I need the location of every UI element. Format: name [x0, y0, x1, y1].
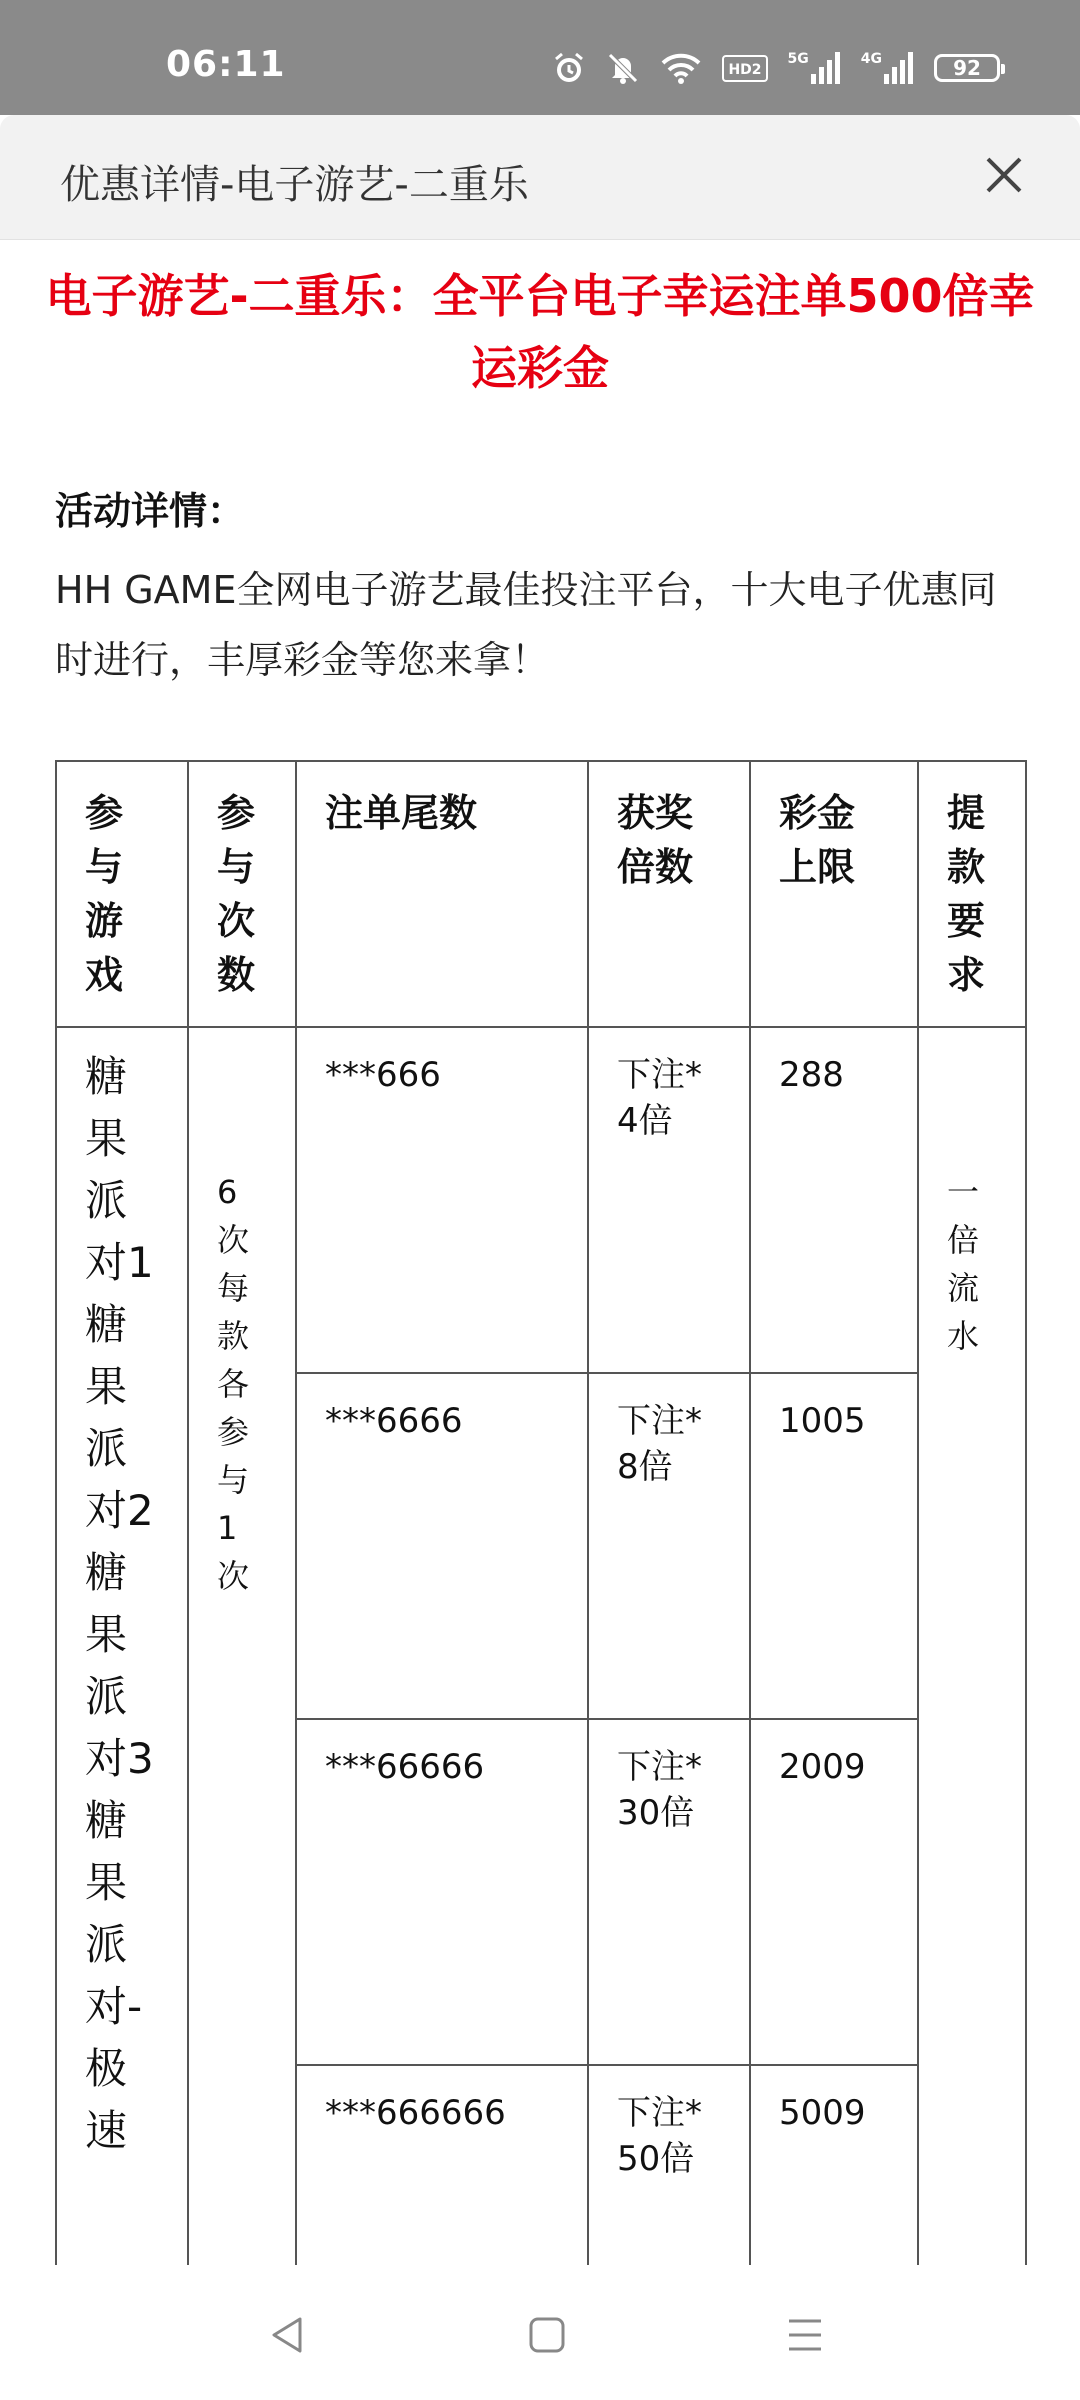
- section-label: 活动详情：: [55, 489, 246, 533]
- alarm-icon: [552, 51, 586, 85]
- requirement-cell: 一倍流水: [918, 1027, 1026, 2265]
- header-game: 参与游戏: [56, 761, 188, 1027]
- battery-icon: [934, 54, 1000, 82]
- table-row: [56, 1027, 1026, 1373]
- battery-level: 92: [953, 56, 981, 80]
- wifi-icon: [660, 51, 702, 85]
- close-button[interactable]: [974, 145, 1034, 205]
- close-icon: [984, 155, 1024, 195]
- net2-label: 4G: [860, 51, 882, 67]
- hd-label: HD2: [728, 61, 762, 78]
- promo-table: [55, 760, 1027, 2265]
- sheet-header: [0, 115, 1080, 240]
- status-bar: [0, 0, 1080, 115]
- signal-4g-icon: [861, 52, 914, 84]
- promo-title: 电子游艺-二重乐：全平台电子幸运注单500倍幸运彩金: [45, 269, 1035, 395]
- section-body: HH GAME全网电子游艺最佳投注平台，十大电子优惠同时进行，丰厚彩金等您来拿！: [55, 568, 997, 682]
- header-count: 参与次数: [188, 761, 296, 1027]
- tail-cell: ***66666: [296, 1719, 588, 2065]
- multiplier-cell: 下注*4倍: [588, 1027, 750, 1373]
- cap-cell: 288: [750, 1027, 918, 1373]
- header-cap: 彩金上限: [750, 761, 918, 1027]
- status-time: 06:11: [166, 44, 286, 85]
- header-requirement: 提款要求: [918, 761, 1026, 1027]
- cap-cell: 1005: [750, 1373, 918, 1719]
- cap-cell: 2009: [750, 1719, 918, 2065]
- tail-cell: ***666: [296, 1027, 588, 1373]
- page-title: 优惠详情-电子游艺-二重乐: [60, 162, 529, 208]
- menu-icon: [783, 2313, 827, 2357]
- promo-content[interactable]: [0, 240, 1080, 2265]
- multiplier-cell: 下注*8倍: [588, 1373, 750, 1719]
- tail-cell: ***666666: [296, 2065, 588, 2265]
- cap-cell: 5009: [750, 2065, 918, 2265]
- tail-cell: ***6666: [296, 1373, 588, 1719]
- header-tail: 注单尾数: [296, 761, 588, 1027]
- home-icon: [525, 2313, 569, 2357]
- home-button[interactable]: [517, 2305, 577, 2365]
- signal-5g-icon: [788, 52, 841, 84]
- header-multiplier: 获奖倍数: [588, 761, 750, 1027]
- count-cell: 6次每款各参与1次: [188, 1027, 296, 2265]
- game-cell: 糖果派对1糖果派对2糖果派对3糖果派对-极速: [56, 1027, 188, 2265]
- hd-icon: [722, 55, 767, 82]
- multiplier-cell: 下注*50倍: [588, 2065, 750, 2265]
- net1-label: 5G: [787, 51, 809, 67]
- nav-bar: [0, 2265, 1080, 2400]
- menu-button[interactable]: [775, 2305, 835, 2365]
- mute-icon: [606, 51, 640, 85]
- status-icons: [552, 48, 1000, 88]
- back-button[interactable]: [258, 2305, 318, 2365]
- back-icon: [266, 2313, 310, 2357]
- table-header-row: [56, 761, 1026, 1027]
- multiplier-cell: 下注*30倍: [588, 1719, 750, 2065]
